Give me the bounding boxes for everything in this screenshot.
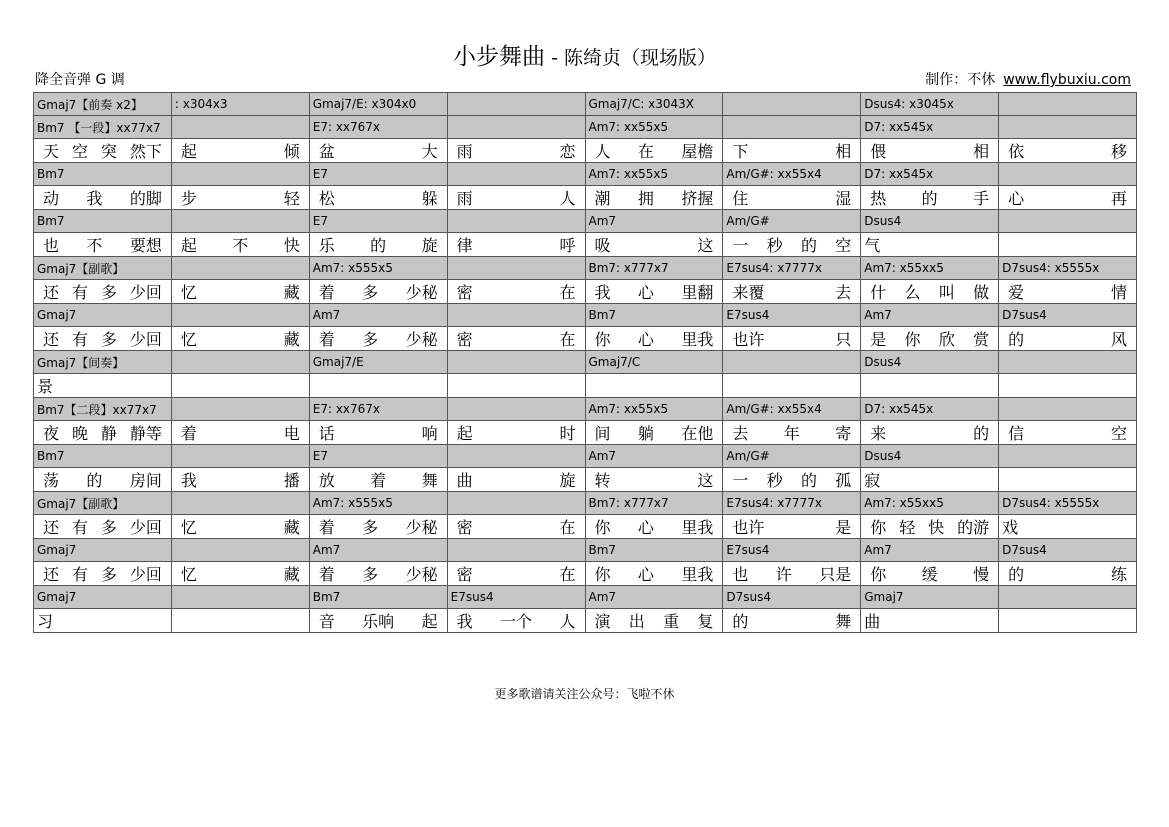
lyric-cell: 忆 藏 (171, 280, 309, 304)
chord-cell (447, 492, 585, 515)
lyric-row (34, 468, 1137, 492)
chord-cell (171, 586, 309, 609)
lyric-cell: 还 有 多 少回 (34, 515, 172, 539)
chord-cell (171, 539, 309, 562)
chord-cell: Dsus4 (861, 445, 999, 468)
lyric-cell: 密 在 (447, 562, 585, 586)
chord-cell (447, 539, 585, 562)
lyric-cell: 忆 藏 (171, 327, 309, 351)
chord-cell: E7sus4 (723, 539, 861, 562)
chord-sheet-body (34, 93, 1137, 633)
lyric-cell: 间 躺 在他 (585, 421, 723, 445)
chord-cell: Am/G# (723, 210, 861, 233)
lyric-cell: 景 (34, 374, 172, 398)
key-info: 降全音弹 G 调 (35, 72, 125, 88)
chord-cell: Bm7 (34, 445, 172, 468)
lyric-cell: 气 (861, 233, 999, 257)
lyric-cell (171, 374, 309, 398)
chord-cell (447, 398, 585, 421)
lyric-cell: 你 心 里我 (585, 327, 723, 351)
chord-cell: Am7 (861, 304, 999, 327)
chord-cell: Gmaj7【副歌】 (34, 257, 172, 280)
chord-cell: Bm7 (585, 304, 723, 327)
chord-cell: Am7: x55xx5 (861, 257, 999, 280)
lyric-cell: 转 这 (585, 468, 723, 492)
chord-cell (999, 93, 1137, 116)
chord-cell: Am7 (585, 586, 723, 609)
chord-cell: D7sus4 (999, 304, 1137, 327)
lyric-cell: 密 在 (447, 515, 585, 539)
chord-cell: D7: xx545x (861, 163, 999, 186)
chord-cell: Bm7 (585, 539, 723, 562)
lyric-cell (861, 374, 999, 398)
lyric-row (34, 280, 1137, 304)
chord-cell: Dsus4 (861, 351, 999, 374)
lyric-cell: 的 练 (999, 562, 1137, 586)
lyric-cell: 盆 大 (309, 139, 447, 163)
chord-cell: Dsus4 (861, 210, 999, 233)
chord-row (34, 539, 1137, 562)
lyric-cell: 我 一个 人 (447, 609, 585, 633)
chord-cell: Bm7【二段】xx77x7 (34, 398, 172, 421)
chord-cell: Bm7 (34, 163, 172, 186)
lyric-row (34, 421, 1137, 445)
chord-cell: Gmaj7/C (585, 351, 723, 374)
chord-cell (171, 492, 309, 515)
lyric-cell: 戏 (999, 515, 1137, 539)
chord-cell: E7: xx767x (309, 116, 447, 139)
lyric-cell: 也 不 要想 (34, 233, 172, 257)
chord-cell: Dsus4: x3045x (861, 93, 999, 116)
chord-cell: Bm7: x777x7 (585, 257, 723, 280)
lyric-cell: 去 年 寄 (723, 421, 861, 445)
chord-cell: D7sus4 (723, 586, 861, 609)
lyric-row (34, 139, 1137, 163)
chord-cell: D7: xx545x (861, 398, 999, 421)
lyric-cell: 爱 情 (999, 280, 1137, 304)
lyric-cell: 还 有 多 少回 (34, 562, 172, 586)
chord-cell: Am7: xx55x5 (585, 163, 723, 186)
chord-cell: Gmaj7 (34, 539, 172, 562)
chord-cell: D7sus4: x5555x (999, 257, 1137, 280)
chord-cell: Gmaj7【副歌】 (34, 492, 172, 515)
chord-cell (723, 93, 861, 116)
lyric-cell: 演 出 重 复 (585, 609, 723, 633)
lyric-cell: 还 有 多 少回 (34, 327, 172, 351)
chord-row (34, 210, 1137, 233)
lyric-cell: 一 秒 的 空 (723, 233, 861, 257)
lyric-cell: 你 心 里我 (585, 515, 723, 539)
lyric-row (34, 233, 1137, 257)
lyric-cell (999, 374, 1137, 398)
chord-cell (723, 116, 861, 139)
lyric-cell: 着 多 少秘 (309, 515, 447, 539)
chord-cell (171, 445, 309, 468)
lyric-cell: 曲 旋 (447, 468, 585, 492)
lyric-cell: 音 乐响 起 (309, 609, 447, 633)
lyric-cell: 荡 的 房间 (34, 468, 172, 492)
lyric-cell: 着 多 少秘 (309, 562, 447, 586)
lyric-cell: 也许 只 (723, 327, 861, 351)
lyric-cell (585, 374, 723, 398)
chord-row (34, 351, 1137, 374)
chord-cell (999, 210, 1137, 233)
lyric-cell: 什 么 叫 做 (861, 280, 999, 304)
lyric-cell: 你 轻 快 的游 (861, 515, 999, 539)
lyric-cell: 也 许 只是 (723, 562, 861, 586)
lyric-cell: 我 心 里翻 (585, 280, 723, 304)
chord-cell (171, 210, 309, 233)
lyric-cell: 吸 这 (585, 233, 723, 257)
lyric-cell: 习 (34, 609, 172, 633)
chord-cell: Am/G#: xx55x4 (723, 398, 861, 421)
lyric-cell: 你 缓 慢 (861, 562, 999, 586)
chord-row (34, 116, 1137, 139)
chord-cell (447, 351, 585, 374)
chord-cell: Am7 (585, 445, 723, 468)
chord-cell (447, 163, 585, 186)
chord-cell: Gmaj7 (34, 304, 172, 327)
chord-cell (171, 351, 309, 374)
chord-cell (447, 116, 585, 139)
chord-cell: E7sus4 (447, 586, 585, 609)
lyric-cell: 你 心 里我 (585, 562, 723, 586)
lyric-row (34, 609, 1137, 633)
chord-cell (999, 351, 1137, 374)
lyric-cell: 密 在 (447, 327, 585, 351)
chord-cell: Gmaj7 (34, 586, 172, 609)
lyric-cell: 着 多 少秘 (309, 327, 447, 351)
lyric-cell (447, 374, 585, 398)
lyric-cell (309, 374, 447, 398)
chord-cell: Gmaj7/C: x3043X (585, 93, 723, 116)
chord-cell: E7sus4: x7777x (723, 492, 861, 515)
chord-cell (999, 116, 1137, 139)
lyric-cell: 起 时 (447, 421, 585, 445)
lyric-cell: 松 躲 (309, 186, 447, 210)
chord-cell: Gmaj7/E: x304x0 (309, 93, 447, 116)
chord-cell: Am/G#: xx55x4 (723, 163, 861, 186)
lyric-cell: 忆 藏 (171, 515, 309, 539)
chord-cell: Am7: x555x5 (309, 257, 447, 280)
lyric-cell: 人 在 屋檐 (585, 139, 723, 163)
chord-cell (447, 445, 585, 468)
chord-cell (171, 398, 309, 421)
chord-cell (723, 351, 861, 374)
chord-cell (447, 304, 585, 327)
lyric-cell: 雨 人 (447, 186, 585, 210)
chord-cell (999, 163, 1137, 186)
lyric-cell: 曲 (861, 609, 999, 633)
lyric-cell: 话 响 (309, 421, 447, 445)
lyric-cell: 的 风 (999, 327, 1137, 351)
lyric-cell: 也许 是 (723, 515, 861, 539)
lyric-cell: 我 播 (171, 468, 309, 492)
chord-row (34, 257, 1137, 280)
lyric-cell: 来覆 去 (723, 280, 861, 304)
chord-cell (447, 93, 585, 116)
chord-cell (171, 304, 309, 327)
lyric-row (34, 515, 1137, 539)
footer-note: 更多歌谱请关注公众号：飞啦不休 (494, 687, 675, 701)
chord-cell (171, 163, 309, 186)
chord-cell: Am7 (309, 304, 447, 327)
lyric-cell: 来 的 (861, 421, 999, 445)
lyric-cell (999, 468, 1137, 492)
lyric-cell: 心 再 (999, 186, 1137, 210)
chord-cell: E7sus4: x7777x (723, 257, 861, 280)
chord-cell: E7 (309, 210, 447, 233)
lyric-cell: 住 湿 (723, 186, 861, 210)
chord-cell: Gmaj7【间奏】 (34, 351, 172, 374)
chord-row (34, 163, 1137, 186)
lyric-cell: 潮 拥 挤握 (585, 186, 723, 210)
lyric-cell: 天 空 突 然下 (34, 139, 172, 163)
lyric-cell: 依 移 (999, 139, 1137, 163)
lyric-cell: 偎 相 (861, 139, 999, 163)
lyric-cell (999, 609, 1137, 633)
chord-cell: Am7: x555x5 (309, 492, 447, 515)
lyric-cell: 忆 藏 (171, 562, 309, 586)
title-sub: - 陈绮贞（现场版） (545, 47, 716, 69)
chord-cell (171, 116, 309, 139)
lyric-cell: 律 呼 (447, 233, 585, 257)
song-title (0, 38, 1169, 71)
chord-cell (447, 257, 585, 280)
chord-cell: Am7: xx55x5 (585, 116, 723, 139)
chord-cell: E7sus4 (723, 304, 861, 327)
lyric-row (34, 186, 1137, 210)
chord-cell (999, 398, 1137, 421)
maker-info (925, 69, 1131, 89)
lyric-cell: 着 电 (171, 421, 309, 445)
chord-cell: Am7: xx55x5 (585, 398, 723, 421)
chord-cell: Bm7: x777x7 (585, 492, 723, 515)
maker-site-link[interactable]: www.flybuxiu.com (1003, 72, 1131, 88)
chord-cell: D7: xx545x (861, 116, 999, 139)
chord-cell: Bm7 【一段】xx77x7 (34, 116, 172, 139)
chord-row (34, 398, 1137, 421)
lyric-cell: 起 倾 (171, 139, 309, 163)
lyric-cell: 还 有 多 少回 (34, 280, 172, 304)
lyric-cell: 热 的 手 (861, 186, 999, 210)
lyric-row (34, 374, 1137, 398)
chord-cell: Am/G# (723, 445, 861, 468)
chord-cell: D7sus4 (999, 539, 1137, 562)
lyric-cell: 放 着 舞 (309, 468, 447, 492)
chord-cell (171, 257, 309, 280)
lyric-cell (999, 233, 1137, 257)
chord-cell: D7sus4: x5555x (999, 492, 1137, 515)
chord-row (34, 93, 1137, 116)
maker-label: 制作：不休 (925, 72, 996, 88)
lyric-cell: 着 多 少秘 (309, 280, 447, 304)
chord-cell: E7: xx767x (309, 398, 447, 421)
chord-cell: E7 (309, 445, 447, 468)
chord-sheet-table (33, 92, 1137, 633)
chord-cell: E7 (309, 163, 447, 186)
chord-row (34, 492, 1137, 515)
chord-cell: Bm7 (309, 586, 447, 609)
lyric-cell: 一 秒 的 孤 (723, 468, 861, 492)
chord-cell: Gmaj7/E (309, 351, 447, 374)
lyric-cell: 寂 (861, 468, 999, 492)
chord-cell: Gmaj7 (861, 586, 999, 609)
chord-cell: Am7 (585, 210, 723, 233)
chord-row (34, 304, 1137, 327)
lyric-cell: 是 你 欣 赏 (861, 327, 999, 351)
lyric-cell: 起 不 快 (171, 233, 309, 257)
chord-row (34, 586, 1137, 609)
chord-cell: Gmaj7【前奏 x2】 (34, 93, 172, 116)
lyric-cell: 的 舞 (723, 609, 861, 633)
lyric-cell (723, 374, 861, 398)
chord-cell (447, 210, 585, 233)
chord-cell (999, 445, 1137, 468)
lyric-row (34, 562, 1137, 586)
lyric-cell: 雨 恋 (447, 139, 585, 163)
lyric-cell: 信 空 (999, 421, 1137, 445)
chord-cell: Bm7 (34, 210, 172, 233)
lyric-cell: 动 我 的脚 (34, 186, 172, 210)
lyric-cell: 步 轻 (171, 186, 309, 210)
chord-cell: Am7 (309, 539, 447, 562)
lyric-row (34, 327, 1137, 351)
lyric-cell: 乐 的 旋 (309, 233, 447, 257)
chord-cell (999, 586, 1137, 609)
lyric-cell: 密 在 (447, 280, 585, 304)
chord-cell: Am7 (861, 539, 999, 562)
title-main: 小步舞曲 (453, 44, 546, 70)
lyric-cell (171, 609, 309, 633)
chord-row (34, 445, 1137, 468)
lyric-cell: 夜 晚 静 静等 (34, 421, 172, 445)
chord-cell: : x304x3 (171, 93, 309, 116)
chord-cell: Am7: x55xx5 (861, 492, 999, 515)
lyric-cell: 下 相 (723, 139, 861, 163)
